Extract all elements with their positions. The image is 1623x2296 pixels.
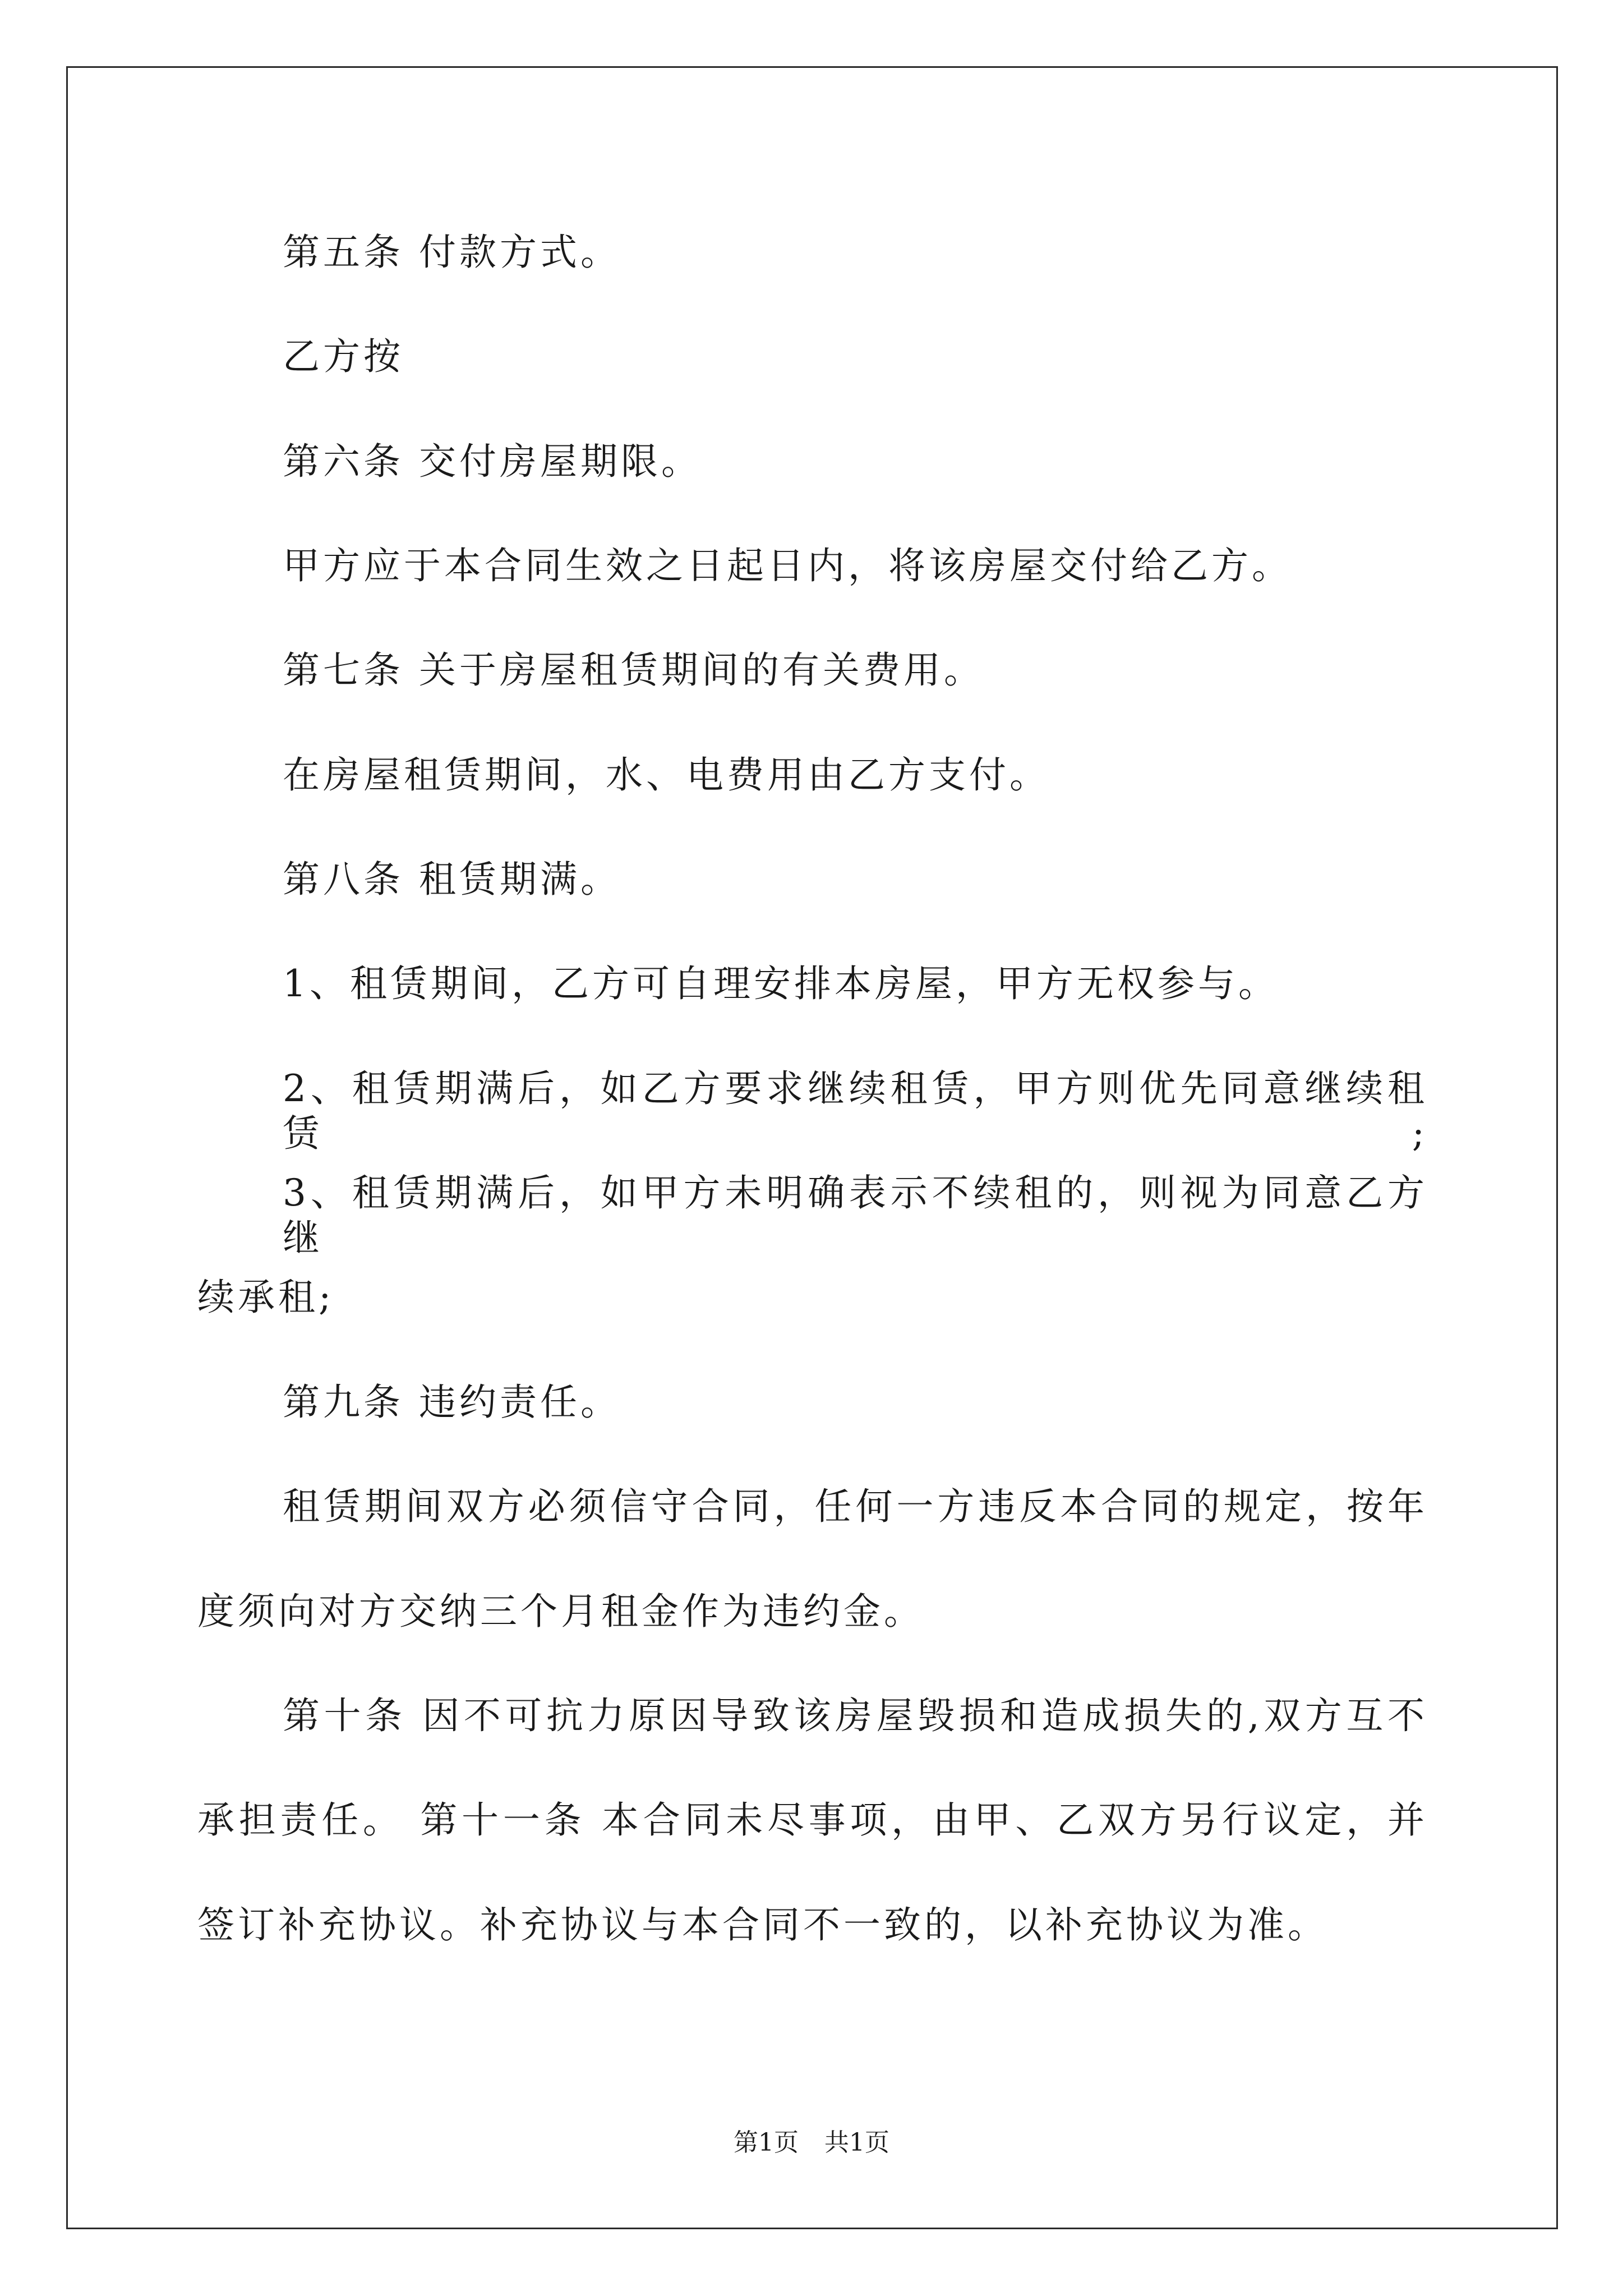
clause-8-item-2: 2、租赁期满后，如乙方要求继续租赁，甲方则优先同意继续租赁;	[283, 1067, 1428, 1155]
clause-8-heading: 第八条 租赁期满。	[283, 858, 621, 901]
clause-7-text: 在房屋租赁期间，水、电费用由乙方支付。	[283, 753, 1050, 797]
clause-8-item-1: 1、租赁期间，乙方可自理安排本房屋，甲方无权参与。	[283, 962, 1279, 1005]
clause-11-line-3: 签订补充协议。补充协议与本合同不一致的，以补充协议为准。	[197, 1903, 1328, 1947]
clause-9-text-line-1: 租赁期间双方必须信守合同，任何一方违反本合同的规定，按年	[283, 1485, 1428, 1528]
page-footer	[0, 2127, 1623, 2159]
clause-8-item-3-line-1: 3、租赁期满后，如甲方未明确表示不续租的，则视为同意乙方继	[283, 1171, 1428, 1259]
clause-5-text: 乙方按	[283, 335, 404, 378]
page-number: 第1页	[734, 2128, 799, 2157]
clause-8-item-3-line-2: 续承租;	[197, 1276, 335, 1319]
page-total: 共1页	[824, 2128, 889, 2157]
clause-9-heading: 第九条 违约责任。	[283, 1381, 621, 1424]
clause-9-text-line-2: 度须向对方交纳三个月租金作为违约金。	[197, 1590, 924, 1633]
clause-5-heading: 第五条 付款方式。	[283, 231, 621, 274]
clause-10-11-line-2: 承担责任。 第十一条 本合同未尽事项，由甲、乙双方另行议定，并	[197, 1798, 1428, 1842]
clause-6-heading: 第六条 交付房屋期限。	[283, 440, 702, 483]
clause-6-text: 甲方应于本合同生效之日起日内，将该房屋交付给乙方。	[283, 544, 1292, 587]
clause-7-heading: 第七条 关于房屋租赁期间的有关费用。	[283, 648, 984, 692]
clause-10-line-1: 第十条 因不可抗力原因导致该房屋毁损和造成损失的,双方互不	[283, 1694, 1428, 1737]
